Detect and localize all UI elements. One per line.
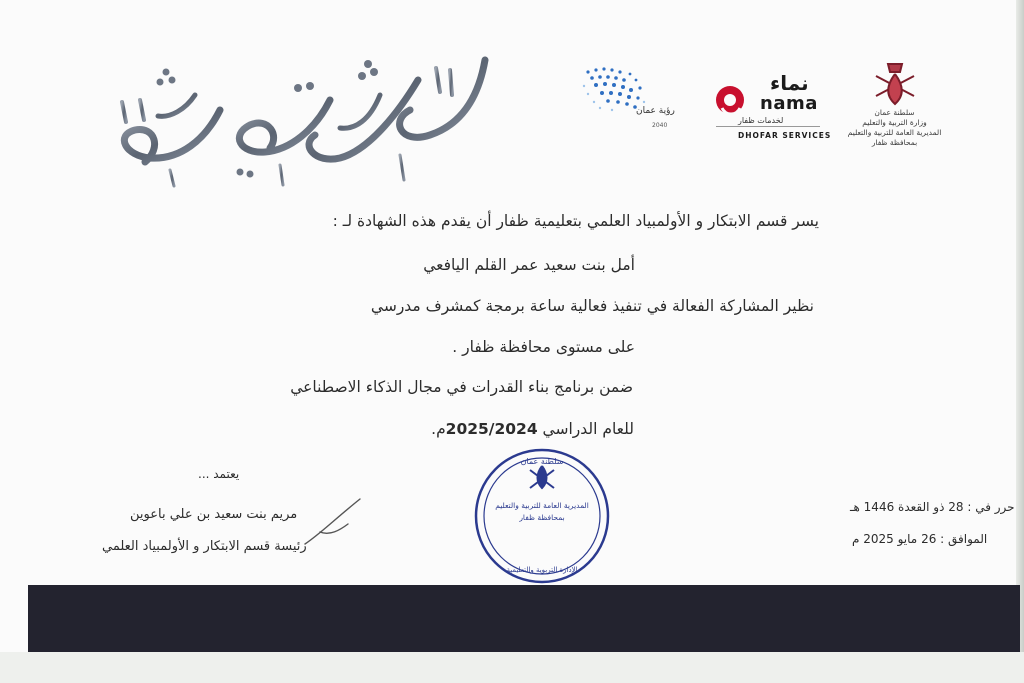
handwritten-signature [300,494,370,554]
recipient-name: أمل بنت سعيد عمر القلم اليافعي [423,256,635,274]
vision-logo-year: 2040 [652,122,668,129]
stamp-top-text: سلطنة عمان [520,457,564,466]
academic-year-line [431,420,634,438]
signer-name: مريم بنت سعيد بن علي باعوين [130,507,298,522]
gregorian-date: الموافق : 26 مايو 2025 م [852,532,988,546]
ministry-text [832,108,957,148]
ministry-line-3: المديرية العامة للتربية والتعليم [847,128,942,137]
academic-year-prefix: للعام الدراسي [537,420,634,438]
ministry-line-2: وزارة التربية والتعليم [862,118,927,127]
intro-line: يسر قسم الابتكار و الأولمبياد العلمي بتعليمية ظفار أن يقدم هذه الشهادة لـ : [332,212,819,230]
certificate-title-calligraphy [100,40,500,190]
nama-arabic-text: نماء [770,71,809,95]
official-stamp [472,446,612,586]
program-line: ضمن برنامج بناء القدرات في مجال الذكاء الاصطناعي [290,378,633,396]
background-surface [0,652,1024,683]
approval-label: يعتمد ... [198,467,240,481]
level-line: على مستوى محافظة ظفار . [452,338,635,356]
hijri-date: حرر في : 28 ذو القعدة 1446 هـ [850,500,1015,514]
nama-arabic-subtitle: لخدمات ظفار [738,116,784,125]
paper-edge [1016,0,1024,683]
academic-year-suffix: م. [431,420,446,438]
signer-role: رئيسة قسم الابتكار و الأولمبياد العلمي [102,539,307,554]
academic-year-value: 2025/2024 [445,420,538,438]
nama-english-subtitle: DHOFAR SERVICES [738,131,832,140]
stamp-line-2: بمحافظة ظفار [519,513,565,522]
ministry-line-4: بمحافظة ظفار [871,138,918,147]
footer-band [28,585,1020,652]
reason-line: نظير المشاركة الفعالة في تنفيذ فعالية ساعة برمجة كمشرف مدرسي [370,297,814,315]
stamp-bottom-text: الإدارة التربوية والتعليمية [506,566,578,574]
ministry-line-1: سلطنة عمان [874,108,915,117]
oman-vision-2040-logo [578,62,688,142]
nama-latin-text: nama [760,93,818,114]
stamp-line-1: المديرية العامة للتربية والتعليم [495,501,589,510]
vision-logo-text: رؤية عمان [636,106,675,116]
title-text-hidden: شهادة مشاركة [296,188,304,189]
